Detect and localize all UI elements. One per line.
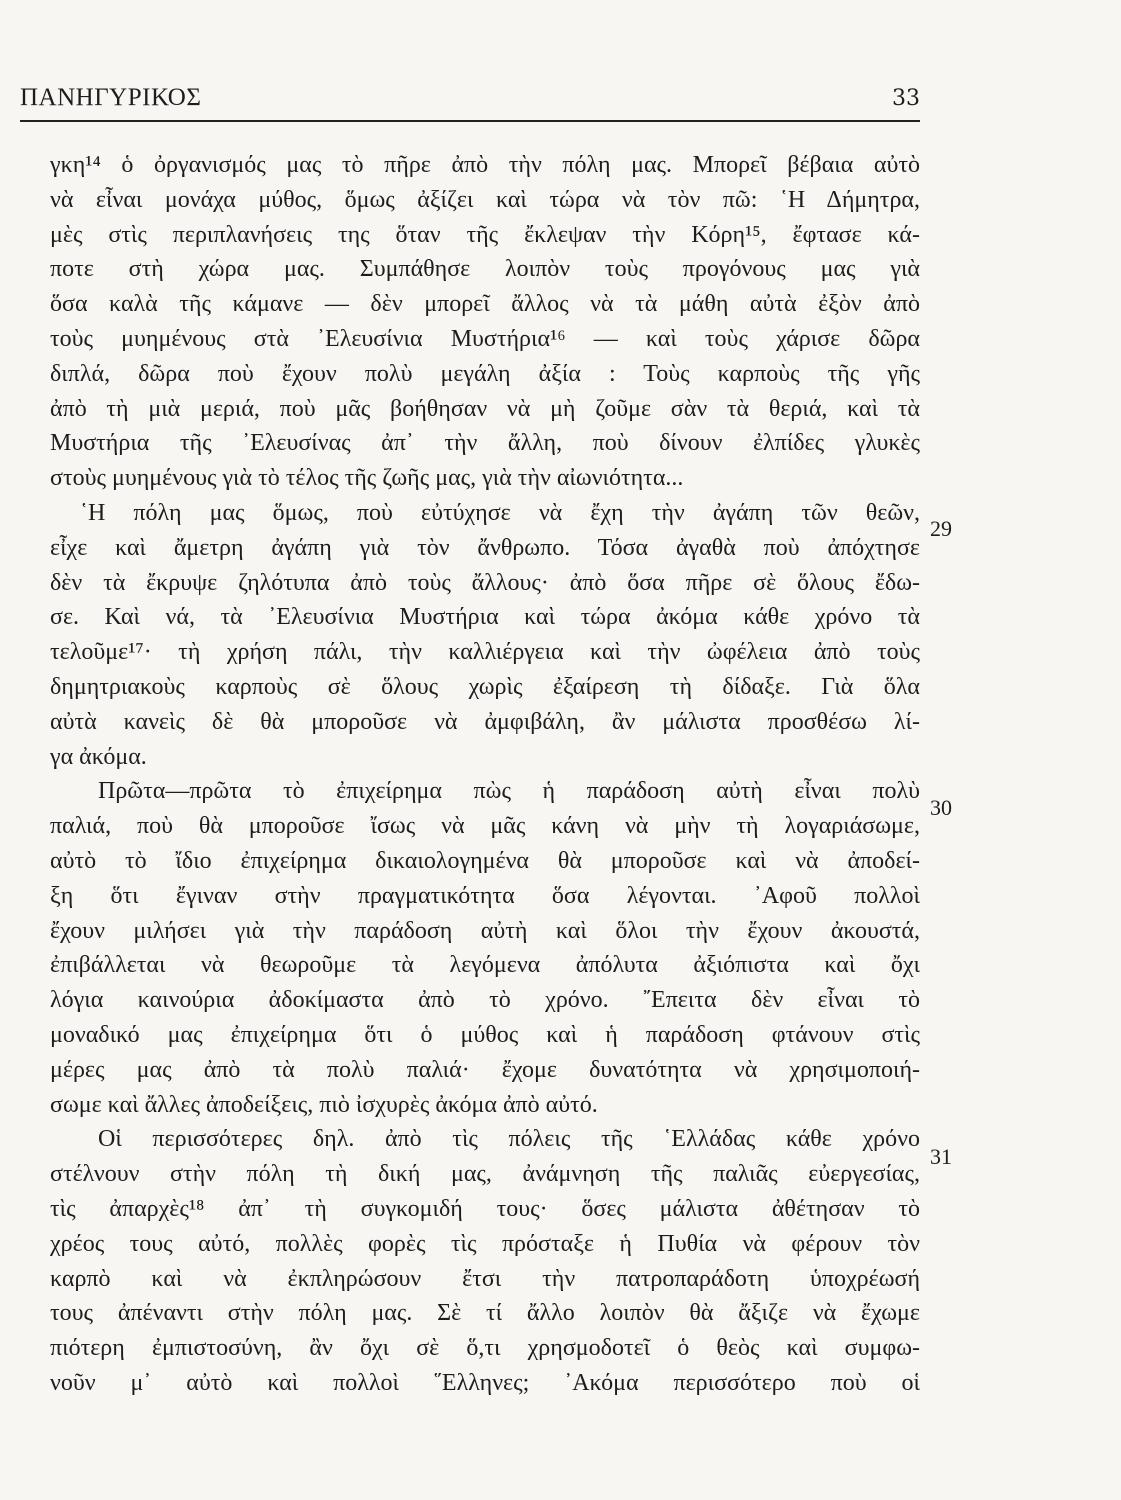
text-line: στοὺς μυημένους γιὰ τὸ τέλος τῆς ζωῆς μας, γιὰ τὴν αἰωνιότητα... xyxy=(50,465,684,492)
text-line: γκη¹⁴ ὁ ὀργανισμός μας τὸ πῆρε ἀπὸ τὴν πόλη μας. Μπορεῖ βέβαια αὐτὸ xyxy=(50,152,920,178)
text-line: τελοῦμε¹⁷· τὴ χρήση πάλι, τὴν καλλιέργεια καὶ τὴν ὠφέλεια ἀπὸ τοὺς xyxy=(50,639,920,666)
text-line: Οἱ περισσότερες δηλ. ἀπὸ τὶς πόλεις τῆς ῾Ελλάδας κάθε χρόνο xyxy=(98,1126,920,1153)
text-line: ἀπὸ τὴ μιὰ μεριά, ποὺ μᾶς βοήθησαν νὰ μὴ ζοῦμε σὰν τὰ θεριά, καὶ τὰ xyxy=(50,395,920,422)
section-number: 31 xyxy=(930,1144,952,1169)
text-line: καρπὸ καὶ νὰ ἐκπληρώσουν ἔτσι τὴν πατροπαράδοτη ὑποχρέωσή xyxy=(50,1265,920,1292)
body-text xyxy=(50,148,920,1401)
page-number: 33 xyxy=(892,86,920,111)
text-line: διπλά, δῶρα ποὺ ἔχουν πολὺ μεγάλη ἀξία : Τοὺς καρποὺς τῆς γῆς xyxy=(50,360,920,387)
text-line: νοῦν μ᾿ αὐτὸ καὶ πολλοὶ ῞Ελληνες; ᾿Ακόμα περισσότερο ποὺ οἱ xyxy=(50,1369,920,1396)
text-line: αὐτὸ τὸ ἴδιο ἐπιχείρημα δικαιολογημένα θὰ μποροῦσε καὶ νὰ ἀποδεί- xyxy=(50,847,920,874)
text-line: εἶχε καὶ ἄμετρη ἀγάπη γιὰ τὸν ἄνθρωπο. Τόσα ἀγαθὰ ποὺ ἀπόχτησε xyxy=(50,534,920,561)
text-line: Πρῶτα—πρῶτα τὸ ἐπιχείρημα πὼς ἡ παράδοση αὐτὴ εἶναι πολὺ xyxy=(98,778,920,805)
text-line: λόγια καινούρια ἀδοκίμαστα ἀπὸ τὸ χρόνο. ῎Επειτα δὲν εἶναι τὸ xyxy=(50,987,920,1014)
text-line: τὶς ἀπαρχὲς¹⁸ ἀπ᾿ τὴ συγκομιδή τους· ὅσες μάλιστα ἀθέτησαν τὸ xyxy=(50,1195,920,1222)
text-line: μοναδικό μας ἐπιχείρημα ὅτι ὁ μύθος καὶ ἡ παράδοση φτάνουν στὶς xyxy=(50,1021,920,1048)
text-line: στέλνουν στὴν πόλη τὴ δική μας, ἀνάμνηση τῆς παλιᾶς εὐεργεσίας, xyxy=(50,1161,920,1188)
text-line: ποτε στὴ χώρα μας. Συμπάθησε λοιπὸν τοὺς προγόνους μας γιὰ xyxy=(50,256,920,283)
text-line: τοὺς μυημένους στὰ ᾿Ελευσίνια Μυστήρια¹⁶ — καὶ τοὺς χάρισε δῶρα xyxy=(50,325,920,352)
text-line: νὰ εἶναι μονάχα μύθος, ὅμως ἀξίζει καὶ τώρα νὰ τὸν πῶ: ῾Η Δήμητρα, xyxy=(50,186,920,213)
text-line: δὲν τὰ ἔκρυψε ζηλότυπα ἀπὸ τοὺς ἄλλους· ἀπὸ ὅσα πῆρε σὲ ὅλους ἔδω- xyxy=(50,569,920,596)
running-header xyxy=(20,84,920,124)
text-line: ξη ὅτι ἔγιναν στὴν πραγματικότητα ὅσα λέγονται. ᾿Αφοῦ πολλοὶ xyxy=(50,882,920,909)
header-rule xyxy=(20,120,920,122)
text-line: παλιά, ποὺ θὰ μποροῦσε ἴσως νὰ μᾶς κάνη νὰ μὴν τὴ λογαριάσωμε, xyxy=(50,813,920,840)
text-line: Μυστήρια τῆς ᾿Ελευσίνας ἀπ᾿ τὴν ἄλλη, ποὺ δίνουν ἐλπίδες γλυκὲς xyxy=(50,430,920,457)
text-line: ἐπιβάλλεται νὰ θεωροῦμε τὰ λεγόμενα ἀπόλυτα ἀξιόπιστα καὶ ὄχι xyxy=(50,952,920,979)
text-line: χρέος τους αὐτό, πολλὲς φορὲς τὶς πρόσταξε ἡ Πυθία νὰ φέρουν τὸν xyxy=(50,1230,920,1257)
text-line: ἔχουν μιλήσει γιὰ τὴν παράδοση αὐτὴ καὶ ὅλοι τὴν ἔχουν ἀκουστά, xyxy=(50,917,920,944)
text-line: μέρες μας ἀπὸ τὰ πολὺ παλιά· ἔχομε δυνατότητα νὰ χρησιμοποιή- xyxy=(50,1056,920,1083)
text-line: μὲς στὶς περιπλανήσεις της ὅταν τῆς ἔκλεψαν τὴν Κόρη¹⁵, ἔφτασε κά- xyxy=(50,221,920,248)
text-line: τους ἀπέναντι στὴν πόλη μας. Σὲ τί ἄλλο λοιπὸν θὰ ἄξιζε νὰ ἔχωμε xyxy=(50,1300,920,1327)
text-line: δημητριακοὺς καρποὺς σὲ ὅλους χωρὶς ἐξαίρεση τὴ δίδαξε. Γιὰ ὅλα xyxy=(50,673,920,700)
text-line: πιότερη ἐμπιστοσύνη, ἂν ὄχι σὲ ὅ,τι χρησμοδοτεῖ ὁ θεὸς καὶ συμφω- xyxy=(50,1335,920,1362)
text-line: σε. Καὶ νά, τὰ ᾿Ελευσίνια Μυστήρια καὶ τώρα ἀκόμα κάθε χρόνο τὰ xyxy=(50,604,920,631)
running-title: ΠΑΝΗΓΥΡΙΚΟΣ xyxy=(20,84,202,111)
text-line: γα ἀκόμα. xyxy=(50,743,147,770)
text-line: ὅσα καλὰ τῆς κάμανε — δὲν μπορεῖ ἄλλος νὰ τὰ μάθη αὐτὰ ἐξὸν ἀπὸ xyxy=(50,291,920,318)
section-number: 29 xyxy=(930,516,952,541)
text-line: ῾Η πόλη μας ὅμως, ποὺ εὐτύχησε νὰ ἔχη τὴν ἀγάπη τῶν θεῶν, xyxy=(80,499,920,526)
text-line: σωμε καὶ ἄλλες ἀποδείξεις, πιὸ ἰσχυρὲς ἀκόμα ἀπὸ αὐτό. xyxy=(50,1091,598,1118)
section-number: 30 xyxy=(930,795,952,820)
text-line: αὐτὰ κανεὶς δὲ θὰ μποροῦσε νὰ ἀμφιβάλη, ἂν μάλιστα προσθέσω λί- xyxy=(50,708,920,735)
